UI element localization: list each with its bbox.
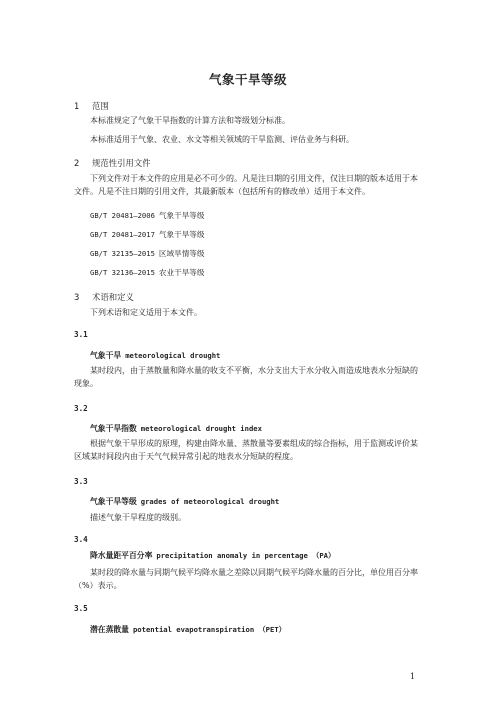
scope-paragraph-2: 本标准适用于气象、农业、水文等相关领域的干旱监测、评估业务与科研。: [90, 135, 354, 144]
page-number: 1: [410, 672, 416, 681]
ref-item: GB/T 32135—2015 区域旱情等级: [90, 249, 205, 258]
term-definition: 根据气象干旱形成的原理，构建由降水量、蒸散量等要素组成的综合指标，用于监测或评价某区域某时间段内由于天气气候异常引起的地表水分短缺的程度。: [74, 439, 418, 461]
ref-item: GB/T 32136—2015 农业干旱等级: [90, 268, 205, 277]
term-definition: 描述气象干旱程度的级别。: [90, 513, 186, 522]
section-3-heading: 3 术语和定义: [74, 292, 134, 302]
term-title: 潜在蒸散量 potential evapotranspiration （PET）: [90, 625, 286, 634]
section-1-heading: 1 范围: [74, 101, 109, 111]
term-number: 3.1: [74, 330, 88, 339]
refs-intro: 下列文件对于本文件的应用是必不可少的。凡是注日期的引用文件，仅注日期的版本适用于本文件。凡是不注日期的引用文件，其最新版本（包括所有的修改单）适用于本文件。: [74, 174, 418, 196]
term-number: 3.4: [74, 535, 88, 544]
term-number: 3.3: [74, 477, 88, 486]
term-title: 气象干旱 meteorological drought: [90, 351, 221, 360]
term-number: 3.2: [74, 404, 88, 413]
ref-item: GB/T 20481—2006 气象干旱等级: [90, 211, 205, 220]
section-2-heading: 2 规范性引用文件: [74, 158, 151, 168]
document-title: 气象干旱等级: [208, 72, 287, 87]
term-definition: 某时段内，由于蒸散量和降水量的收支不平衡，水分支出大于水分收入而造成地表水分短缺的现象。: [74, 366, 418, 388]
term-title: 气象干旱指数 meteorological drought index: [90, 424, 262, 433]
term-number: 3.5: [74, 604, 88, 613]
terms-intro: 下列术语和定义适用于本文件。: [90, 308, 202, 317]
scope-paragraph-1: 本标准规定了气象干旱指数的计算方法和等级划分标准。: [90, 116, 290, 125]
term-title: 气象干旱等级 grades of meteorological drought: [90, 497, 280, 506]
term-title: 降水量距平百分率 precipitation anomaly in percentage （PA）: [90, 551, 336, 560]
ref-item: GB/T 20481—2017 气象干旱等级: [90, 230, 205, 239]
term-definition: 某时段的降水量与同期气候平均降水量之差除以同期气候平均降水量的百分比，单位用百分率（%）表示。: [74, 568, 418, 590]
